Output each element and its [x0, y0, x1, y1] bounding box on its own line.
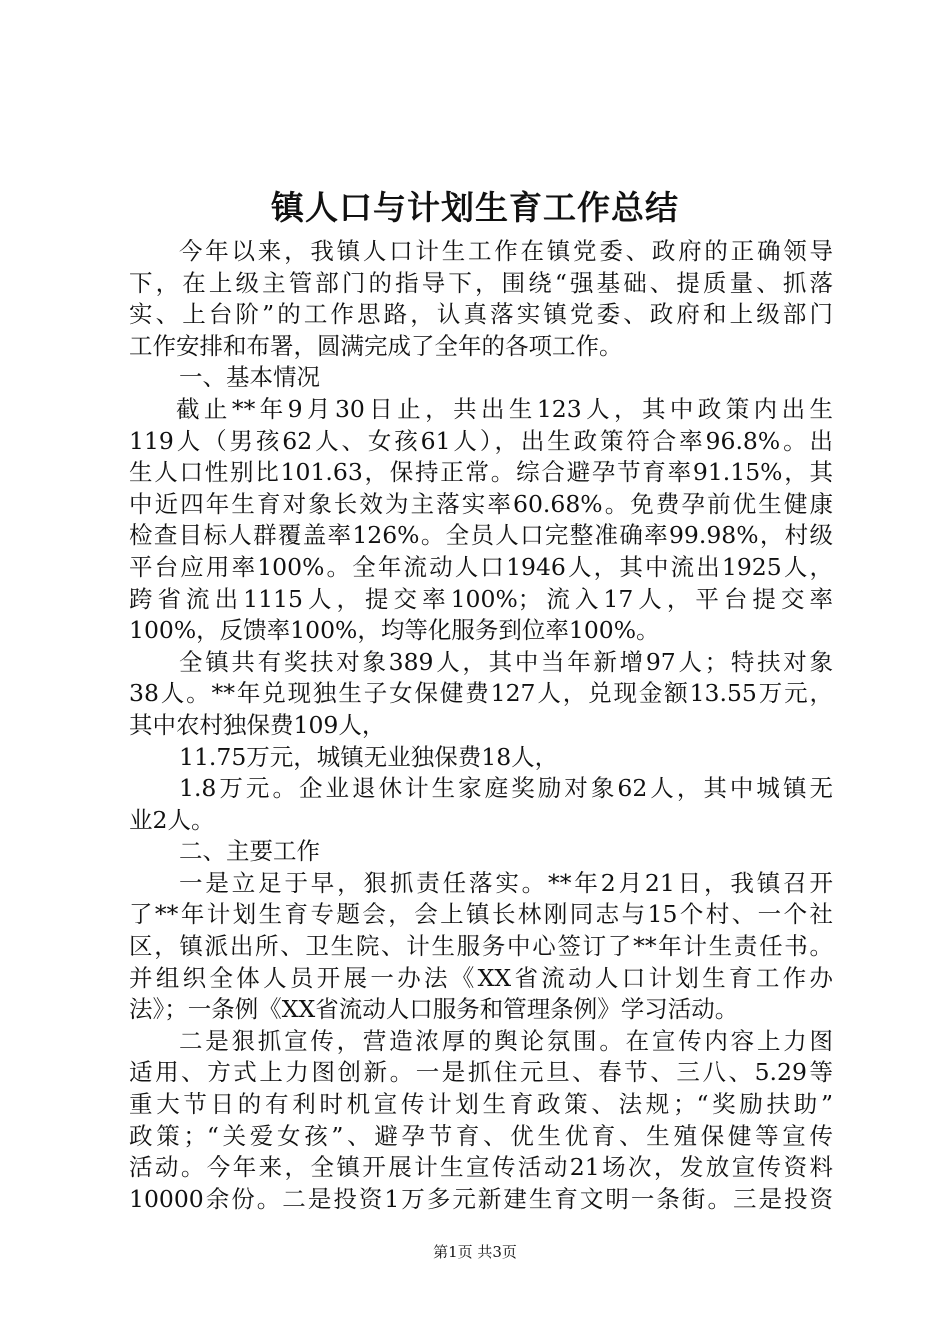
- document-body: [129, 236, 833, 1215]
- text-line: 区，镇派出所、卫生院、计生服务中心签订了**年计生责任书。: [129, 932, 833, 961]
- text-line: 全镇共有奖扶对象389人，其中当年新增97人；特扶对象: [179, 647, 833, 676]
- text-line: 119人（男孩62人、女孩61人），出生政策符合率96.8%。出: [129, 426, 833, 455]
- text-line: 工作安排和布署，圆满完成了全年的各项工作。: [129, 331, 623, 360]
- section-heading: 一、基本情况: [179, 363, 320, 392]
- text-line: 38人。**年兑现独生子女保健费127人，兑现金额13.55万元，: [129, 679, 833, 708]
- text-line: 其中农村独保费109人，: [129, 710, 386, 739]
- text-line: 二是狠抓宣传，营造浓厚的舆论氛围。在宣传内容上力图: [179, 1026, 833, 1055]
- section-heading: 二、主要工作: [179, 837, 320, 866]
- text-line: 适用、方式上力图创新。一是抓住元旦、春节、三八、5.29等: [129, 1058, 833, 1087]
- text-line: 平台应用率100%。全年流动人口1946人，其中流出1925人，: [129, 552, 833, 581]
- text-line: 今年以来，我镇人口计生工作在镇党委、政府的正确领导: [179, 237, 833, 265]
- text-line: 法》；一条例《XX省流动人口服务和管理条例》学习活动。: [129, 995, 739, 1024]
- text-line: 1.8万元。企业退休计生家庭奖励对象62人，其中城镇无: [179, 774, 833, 803]
- text-line: 重大节日的有利时机宣传计划生育政策、法规；“奖励扶助”: [129, 1090, 833, 1119]
- text-line: 10000余份。二是投资1万多元新建生育文明一条街。三是投资: [129, 1184, 833, 1213]
- text-line: 并组织全体人员开展一办法《XX省流动人口计划生育工作办: [129, 963, 833, 992]
- text-line: 截止**年9月30日止，共出生123人，其中政策内出生: [176, 394, 833, 423]
- text-line: 政策；“关爱女孩”、避孕节育、优生优育、生殖保健等宣传: [129, 1121, 833, 1150]
- text-line: 中近四年生育对象长效为主落实率60.68%。免费孕前优生健康: [129, 489, 833, 518]
- text-line: 生人口性别比101.63，保持正常。综合避孕节育率91.15%，其: [129, 458, 833, 487]
- text-line: 一是立足于早，狠抓责任落实。**年2月21日，我镇召开: [179, 868, 833, 897]
- text-line: 了**年计划生育专题会，会上镇长林刚同志与15个村、一个社: [129, 900, 833, 929]
- text-line: 活动。今年来，全镇开展计生宣传活动21场次，发放宣传资料: [129, 1153, 833, 1182]
- text-line: 跨省流出1115人，提交率100%；流入17人，平台提交率: [129, 584, 833, 613]
- text-line: 11.75万元，城镇无业独保费18人，: [179, 742, 559, 771]
- text-line: 实、上台阶”的工作思路，认真落实镇党委、政府和上级部门: [129, 300, 833, 329]
- document-title: 镇人口与计划生育工作总结: [271, 188, 679, 227]
- page-footer: 第1页 共3页: [433, 1243, 517, 1261]
- text-line: 业2人。: [129, 805, 215, 834]
- text-line: 100%，反馈率100%，均等化服务到位率100%。: [129, 616, 660, 645]
- text-line: 下，在上级主管部门的指导下，围绕“强基础、提质量、抓落: [129, 268, 833, 297]
- text-line: 检查目标人群覆盖率126%。全员人口完整准确率99.98%，村级: [129, 521, 833, 550]
